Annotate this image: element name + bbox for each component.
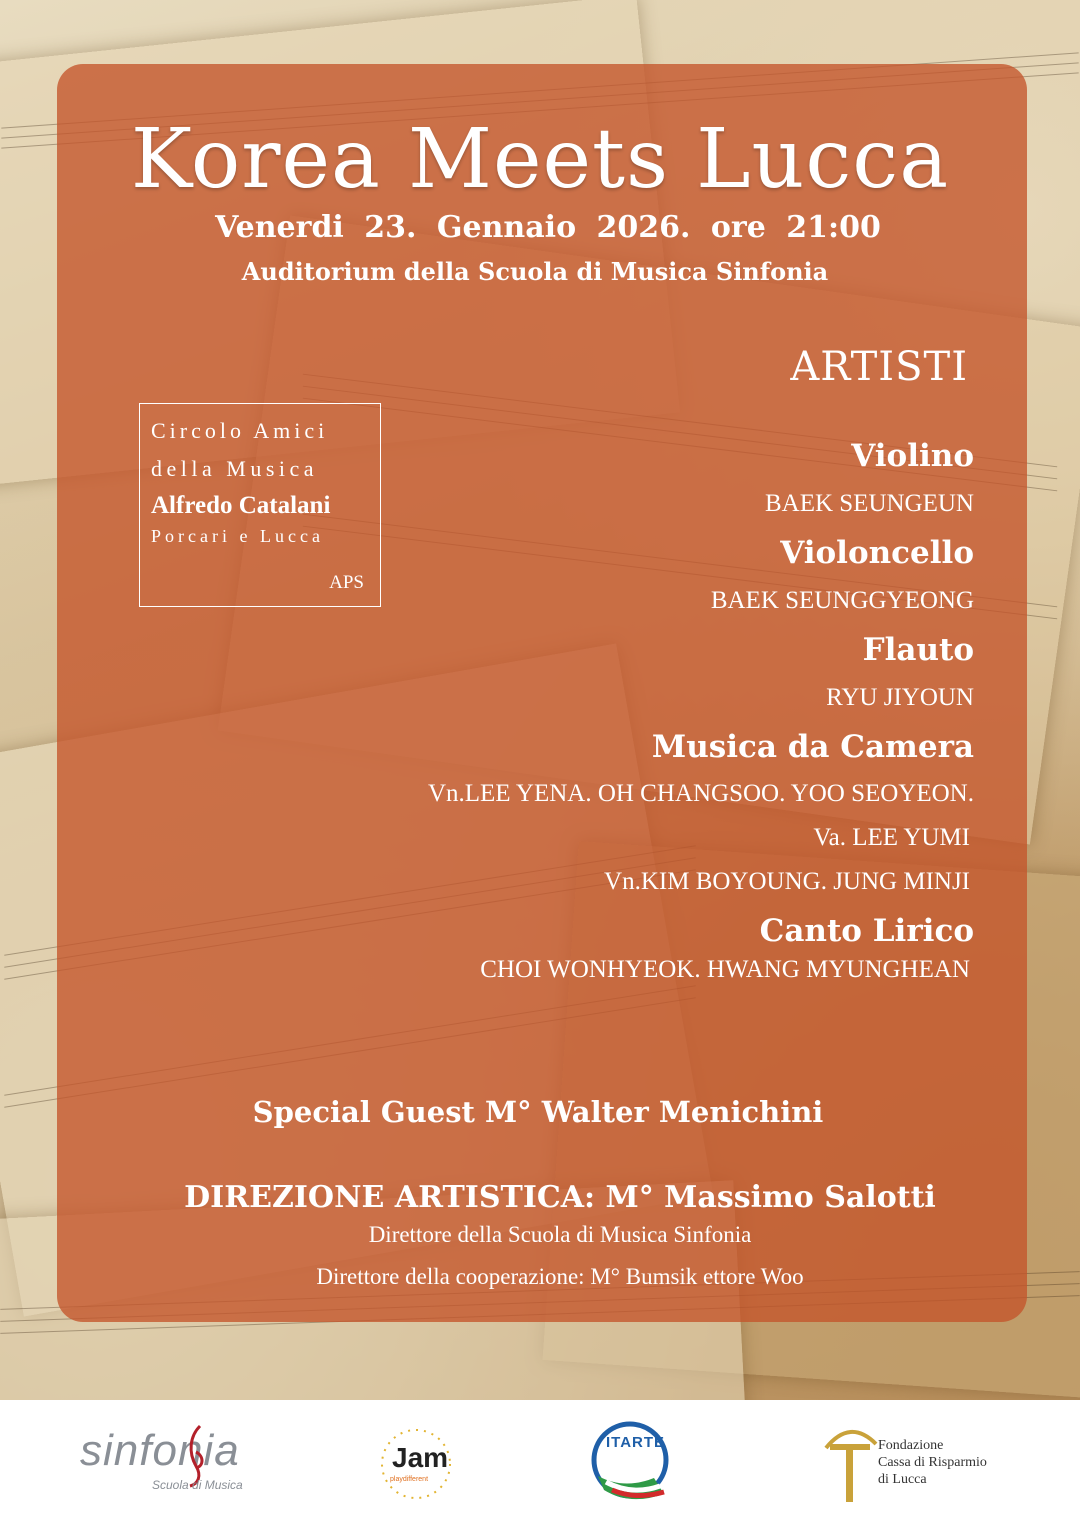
organizer-line-3: Alfredo Catalani xyxy=(151,492,331,519)
itarte-wordmark: ITARTE xyxy=(606,1434,666,1451)
fondazione-line-1: Fondazione xyxy=(878,1438,944,1453)
event-venue: Auditorium della Scuola di Musica Sinfonia xyxy=(241,257,829,286)
role-violoncello: Violoncello xyxy=(780,535,974,571)
organizer-line-1: Circolo Amici xyxy=(151,418,329,443)
sinfonia-wordmark: sinfonia xyxy=(80,1426,240,1475)
artist-name: CHOI WONHYEOK. HWANG MYUNGHEAN xyxy=(480,956,970,983)
artist-name: BAEK SEUNGEUN xyxy=(764,490,974,517)
fondazione-line-3: di Lucca xyxy=(878,1472,927,1487)
itarte-logo xyxy=(584,1420,684,1506)
jam-subtitle: playdifferent xyxy=(390,1476,429,1483)
role-canto-lirico: Canto Lirico xyxy=(759,913,974,949)
organizer-line-5: APS xyxy=(329,572,364,593)
cooperation-director xyxy=(0,1264,1080,1290)
artist-name: Va. LEE YUMI xyxy=(813,824,970,851)
event-title: Korea Meets Lucca xyxy=(130,112,950,207)
artistic-direction: DIREZIONE ARTISTICA: M° Massimo Salotti xyxy=(184,1180,936,1215)
special-guest: Special Guest M° Walter Menichini xyxy=(252,1095,824,1129)
cooperation-director-name: M° Bumsik ettore Woo xyxy=(590,1264,804,1289)
fondazione-line-2: Cassa di Risparmio xyxy=(878,1455,987,1470)
role-violino: Violino xyxy=(851,438,974,474)
itarte-emblem-icon xyxy=(584,1420,684,1506)
role-musica-da-camera: Musica da Camera xyxy=(651,729,974,765)
sinfonia-logo xyxy=(80,1422,270,1502)
artist-name: Vn.LEE YENA. OH CHANGSOO. YOO SEOYEON. xyxy=(427,780,974,807)
direction-subtitle: Direttore della Scuola di Musica Sinfonia xyxy=(368,1222,752,1247)
role-flauto: Flauto xyxy=(862,632,974,668)
event-date: Venerdi 23. Gennaio 2026. ore 21:00 xyxy=(215,210,881,245)
artist-name: RYU JIYOUN xyxy=(826,684,974,711)
cooperation-director-label: Direttore della cooperazione: xyxy=(316,1264,591,1289)
jam-wordmark: Jam xyxy=(392,1442,449,1473)
sponsor-footer xyxy=(0,1400,1080,1526)
organizer-line-4: Porcari e Lucca xyxy=(151,526,324,546)
artist-name: Vn.KIM BOYOUNG. JUNG MINJI xyxy=(604,868,970,895)
organizer-logo-box xyxy=(139,403,381,607)
fondazione-emblem-icon xyxy=(820,1418,880,1504)
organizer-line-2: della Musica xyxy=(151,456,319,481)
fondazione-logo xyxy=(820,1418,1030,1508)
artist-name: BAEK SEUNGGYEONG xyxy=(710,587,974,614)
sinfonia-subtitle: Scuola di Musica xyxy=(152,1478,243,1492)
artists-heading: ARTISTI xyxy=(790,344,968,390)
jam-logo xyxy=(366,1424,466,1504)
